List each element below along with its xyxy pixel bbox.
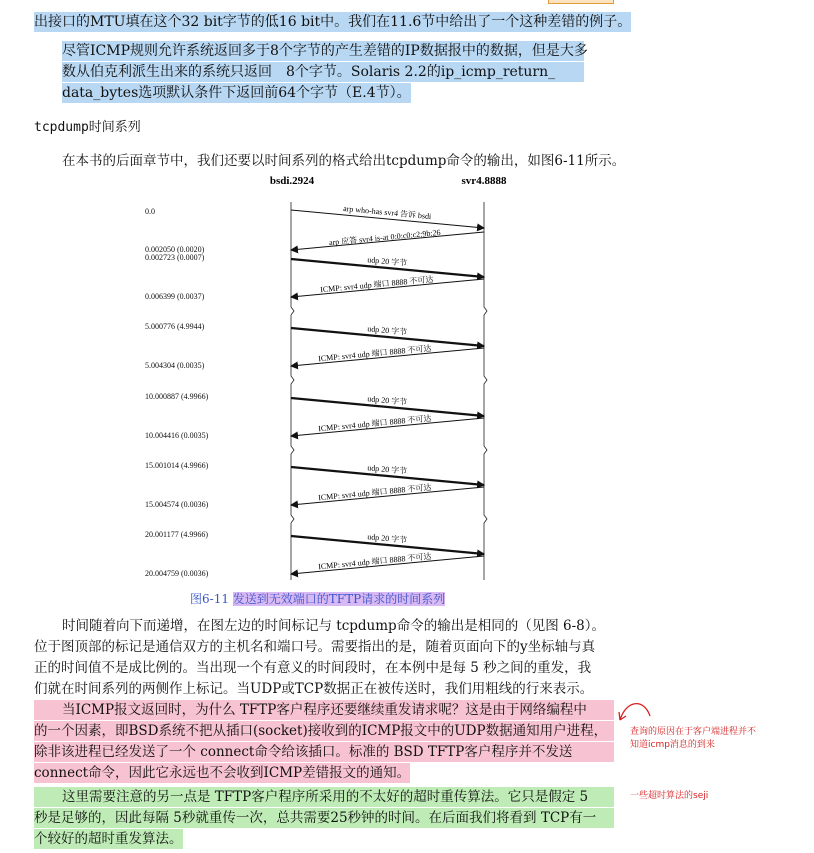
udp-request-label: udp 20 字节 — [366, 532, 408, 545]
udp-request-label: udp 20 字节 — [366, 463, 408, 476]
icmp-reply-label: ICMP: svr4 udp 端口 8888 不可达 — [319, 274, 434, 295]
paragraph-line: 这里需要注意的另一点是 TFTP客户程序所采用的不太好的超时重传算法。它只是假定 5 — [34, 787, 614, 807]
time-series-figure — [0, 170, 814, 610]
icmp-reply-label: ICMP: svr4 udp 端口 8888 不可达 — [317, 482, 432, 503]
icmp-reply-label: ICMP: svr4 udp 端口 8888 不可达 — [317, 551, 432, 572]
paragraph-line: 们就在时间系列的两侧作上标记。当UDP或TCP数据正在被传送时，我们用粗线的行来表示。 — [34, 681, 594, 697]
paragraph-line: 数从伯克利派生出来的系统只返回 8个字节。Solaris 2.2的ip_icmp_return_ — [62, 62, 584, 82]
icmp-reply-label: ICMP: svr4 udp 端口 8888 不可达 — [317, 343, 432, 364]
margin-note: 一些超时算法的seji — [630, 791, 709, 801]
paragraph-line: 当ICMP报文返回时，为什么 TFTP客户程序还要继续重发请求呢？这是由于网络编程中 — [34, 700, 614, 720]
annotation-curve-arrow — [616, 696, 656, 726]
udp-request-label: udp 20 字节 — [366, 394, 408, 407]
time-label: 0.002723 (0.0007) — [145, 253, 205, 262]
cropped-annotation-mark — [548, 0, 614, 4]
time-label: 10.000887 (4.9966) — [145, 392, 209, 401]
time-label: 5.004304 (0.0035) — [145, 361, 205, 370]
paragraph-line: 时间随着向下而递增，在图左边的时间标记与 tcpdump命令的输出是相同的（见图 6-8）。 — [62, 618, 605, 634]
figure-caption — [190, 589, 445, 609]
section-heading: tcpdump时间系列 — [34, 120, 141, 135]
paragraph-line: data_bytes选项默认条件下返回前64个字节（E.4节）。 — [62, 85, 411, 101]
host-label-right: svr4.8888 — [461, 175, 507, 187]
time-label: 10.004416 (0.0035) — [145, 431, 209, 440]
figure-caption-label: 图6-11 — [190, 592, 229, 606]
icmp-reply-label: ICMP: svr4 udp 端口 8888 不可达 — [317, 413, 432, 434]
arp-request-label: arp who-has svr4 告诉 bsdi — [342, 203, 432, 222]
right-timeline — [484, 202, 487, 580]
time-label: 20.004759 (0.0036) — [145, 569, 209, 578]
udp-request-label: udp 20 字节 — [366, 324, 408, 337]
paragraph-line: 的一个因素，即BSD系统不把从插口(socket)接收到的ICMP报文中的UDP数据通知用户进程， — [34, 721, 614, 741]
paragraph-line: 尽管ICMP规则允许系统返回多于8个字节的产生差错的IP数据报中的数据，但是大多 — [62, 43, 588, 59]
paragraph-line: connect命令，因此它永远也不会收到ICMP差错报文的通知。 — [34, 765, 411, 781]
time-label: 15.004574 (0.0036) — [145, 500, 209, 509]
margin-note: 查询的原因在于客户端进程并不 知道icmp消息的到来 — [630, 727, 757, 750]
paragraph-line: 除非该进程已经发送了一个 connect命令给该插口。标准的 BSD TFTP客户程序并不发送 — [34, 742, 614, 762]
time-label: 0.006399 (0.0037) — [145, 292, 205, 301]
time-label: 0.0 — [145, 207, 155, 216]
arp-reply-label: arp 应答 svr4 is-at 0:0:c0:c2:9b:26 — [328, 227, 441, 248]
time-label: 5.000776 (4.9944) — [145, 322, 205, 331]
section-intro: 在本书的后面章节中，我们还要以时间系列的格式给出tcpdump命令的输出，如图6-11所示。 — [62, 153, 626, 169]
figure-caption-text: 发送到无效端口的TFTP请求的时间系列 — [232, 592, 446, 606]
time-label: 15.001014 (4.9966) — [145, 461, 209, 470]
paragraph-line: 出接口的MTU填在这个32 bit字节的低16 bit中。我们在11.6节中给出了一个这种差错的例子。 — [34, 14, 632, 30]
time-label: 0.002050 (0.0020) — [145, 245, 205, 254]
udp-request-label: udp 20 字节 — [366, 255, 408, 268]
time-label: 20.001177 (4.9966) — [145, 530, 209, 539]
paragraph-line: 秒是足够的，因此每隔 5秒就重传一次，总共需要25秒钟的时间。在后面我们将看到 TCP有一 — [34, 808, 614, 828]
paragraph-line: 正的时间值不是成比例的。当出现一个有意义的时间段时，在本例中是每 5 秒之间的重发，我 — [34, 660, 592, 676]
paragraph-line: 个较好的超时重发算法。 — [34, 831, 183, 847]
host-label-left: bsdi.2924 — [269, 175, 315, 187]
paragraph-line: 位于图顶部的标记是通信双方的主机名和端口号。需要指出的是，随着页面向下的y坐标轴与真 — [34, 639, 596, 655]
